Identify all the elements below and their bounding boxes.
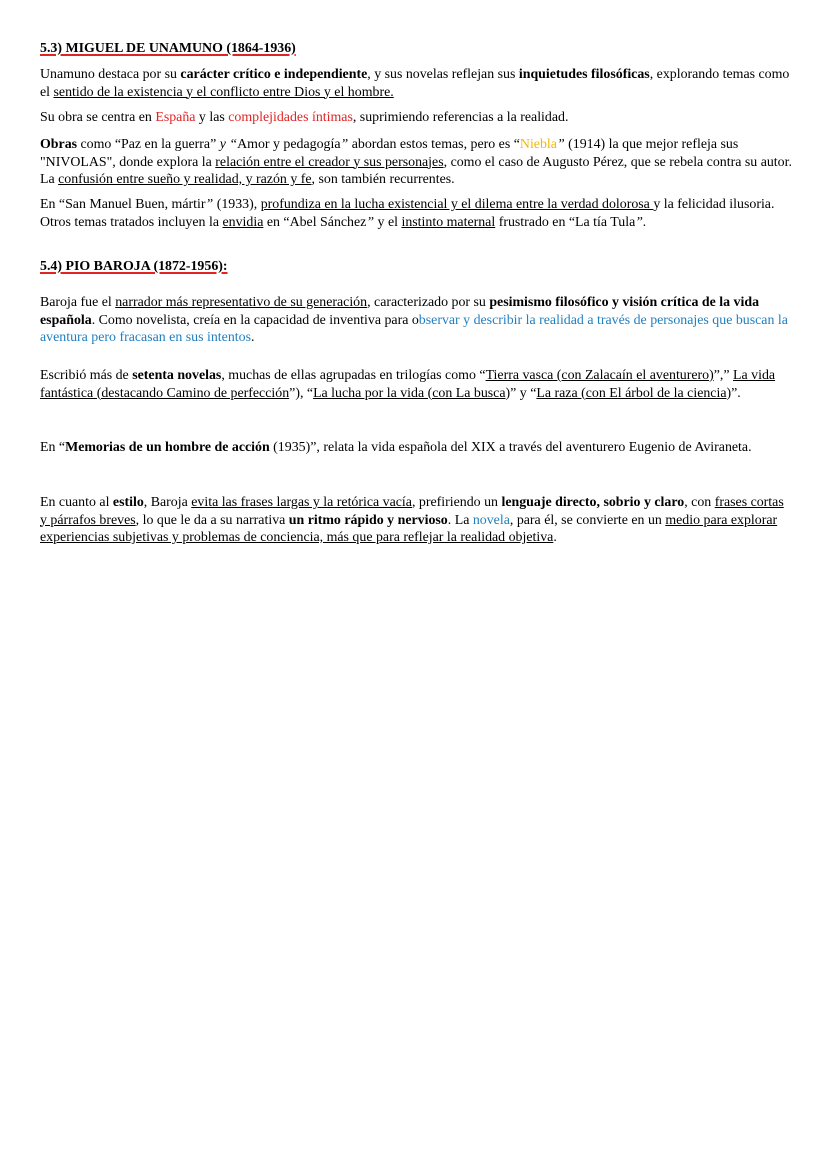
paragraph-baroja-style (40, 494, 792, 547)
highlight-red-text: complejidades íntimas (228, 110, 353, 125)
highlight-red-text: España (155, 110, 196, 125)
text: En cuanto al (40, 495, 113, 510)
underlined-text: confusión entre sueño y realidad, y razón y fe (58, 172, 312, 187)
underlined-text: La raza (con El árbol de la ciencia (536, 385, 727, 401)
text: (1935)”, relata la vida española del XIX a través del aventurero Eugenio de Aviraneta. (269, 440, 752, 455)
text: )” y “ (505, 385, 537, 401)
paragraph-unamuno-intro (40, 66, 792, 101)
bold-text: inquietudes filosóficas (518, 67, 650, 82)
text: . (250, 330, 255, 345)
text: y el (377, 214, 402, 230)
underlined-text: sentido de la existencia y el conflicto entre Dios y el hombre. (53, 84, 394, 100)
text: , prefiriendo un (411, 495, 502, 510)
bold-text: carácter crítico e independiente (180, 67, 368, 82)
text: , Baroja (143, 495, 192, 510)
text: como “Paz en la guerra” (77, 137, 220, 152)
text: , explorando temas como el (40, 67, 790, 100)
paragraph-baroja-intro (40, 294, 792, 347)
text: (1914) la que mejor refleja sus "NIVOLAS", donde explora la (40, 137, 739, 170)
underlined-text: frases cortas y párrafos breves (40, 495, 784, 528)
paragraph-baroja-memorias (40, 439, 792, 457)
underlined-text: Tierra vasca (con Zalacaín el aventurero) (485, 368, 714, 383)
highlight-blue-text: novela (472, 512, 510, 528)
text: y las (195, 110, 229, 125)
paragraph-baroja-novels (40, 367, 792, 402)
bold-text: estilo (112, 495, 144, 510)
text: Baroja fue el (40, 295, 116, 310)
text: Amor y pedagogía (237, 137, 341, 152)
underlined-text: medio para explorar experiencias subjetivas y problemas de conciencia, más que para reflejar la realidad objetiva (40, 512, 778, 545)
text: , lo que le da a su narrativa (135, 512, 289, 528)
text: , como el caso de Augusto Pérez, que se rebela contra su autor. La (40, 154, 792, 187)
italic-text: ” (340, 137, 352, 152)
underlined-text: evita las frases largas y la retórica vacía (191, 495, 412, 510)
text: ”,” (713, 368, 734, 383)
text: Su obra se centra en (40, 110, 156, 125)
text: ”), “ (289, 385, 314, 401)
text: )”. (726, 385, 741, 401)
text: En “San Manuel Buen, mártir (40, 197, 206, 212)
paragraph-unamuno-works (40, 136, 792, 189)
italic-text: ”. (635, 214, 647, 230)
bold-text: un ritmo rápido y nervioso (288, 512, 448, 528)
text: , y sus novelas reflejan sus (367, 67, 519, 82)
text: en “Abel Sánchez (263, 214, 367, 230)
bold-text: pesimismo filosófico y visión crítica de la vida española (40, 295, 760, 328)
paragraph-unamuno-focus (40, 109, 792, 127)
section-title-baroja: 5.4) PIO BAROJA (1872-1956): (40, 259, 228, 274)
underlined-text: La vida fantástica (destacando Camino de perfección (40, 368, 776, 401)
bold-text: lenguaje directo, sobrio y claro (501, 495, 685, 510)
text: En “ (40, 440, 66, 455)
italic-text: y “ (219, 137, 238, 152)
italic-text: ” (556, 137, 569, 152)
text: , con (684, 495, 715, 510)
text: Escribió más de (40, 368, 133, 383)
underlined-text: instinto maternal (401, 214, 496, 230)
text: abordan estos temas, pero es “ (351, 137, 520, 152)
text: . (553, 530, 557, 545)
underlined-text: profundiza en la lucha existencial y el dilema entre la verdad dolorosa (260, 197, 654, 212)
italic-text: ” (205, 197, 217, 212)
bold-text: Memorias de un hombre de acción (65, 440, 270, 455)
bold-text: Obras (40, 137, 78, 152)
italic-text: ” (366, 214, 378, 230)
underlined-text: relación entre el creador y sus personajes (215, 154, 444, 170)
underlined-text: La lucha por la vida (con La busca (313, 385, 506, 401)
text: . La (447, 512, 473, 528)
text: , para él, se convierte en un (509, 512, 666, 528)
text: (1933), (216, 197, 261, 212)
highlight-blue-text: bservar y describir la realidad a través de personajes que buscan la aventura pero fracasan en sus intentos (40, 312, 788, 345)
text: y la felicidad ilusoria. Otros temas tratados incluyen la (40, 197, 775, 230)
paragraph-unamuno-san-manuel (40, 196, 792, 231)
bold-text: setenta novelas (132, 368, 222, 383)
text: Unamuno destaca por su (40, 67, 181, 82)
highlight-yellow-text: Niebla (519, 137, 557, 152)
text: . Como novelista, creía en la capacidad de inventiva para o (91, 312, 419, 328)
section-title-unamuno: 5.3) MIGUEL DE UNAMUNO (1864-1936) (40, 41, 296, 56)
text: , suprimiendo referencias a la realidad. (352, 110, 569, 125)
text: , son también recurrentes. (311, 172, 455, 187)
underlined-text: narrador más representativo de su generación (115, 295, 368, 310)
text: , caracterizado por su (367, 295, 490, 310)
underlined-text: envidia (222, 214, 264, 230)
text: , muchas de ellas agrupadas en trilogías como “ (221, 368, 486, 383)
text: frustrado en “La tía Tula (495, 214, 636, 230)
